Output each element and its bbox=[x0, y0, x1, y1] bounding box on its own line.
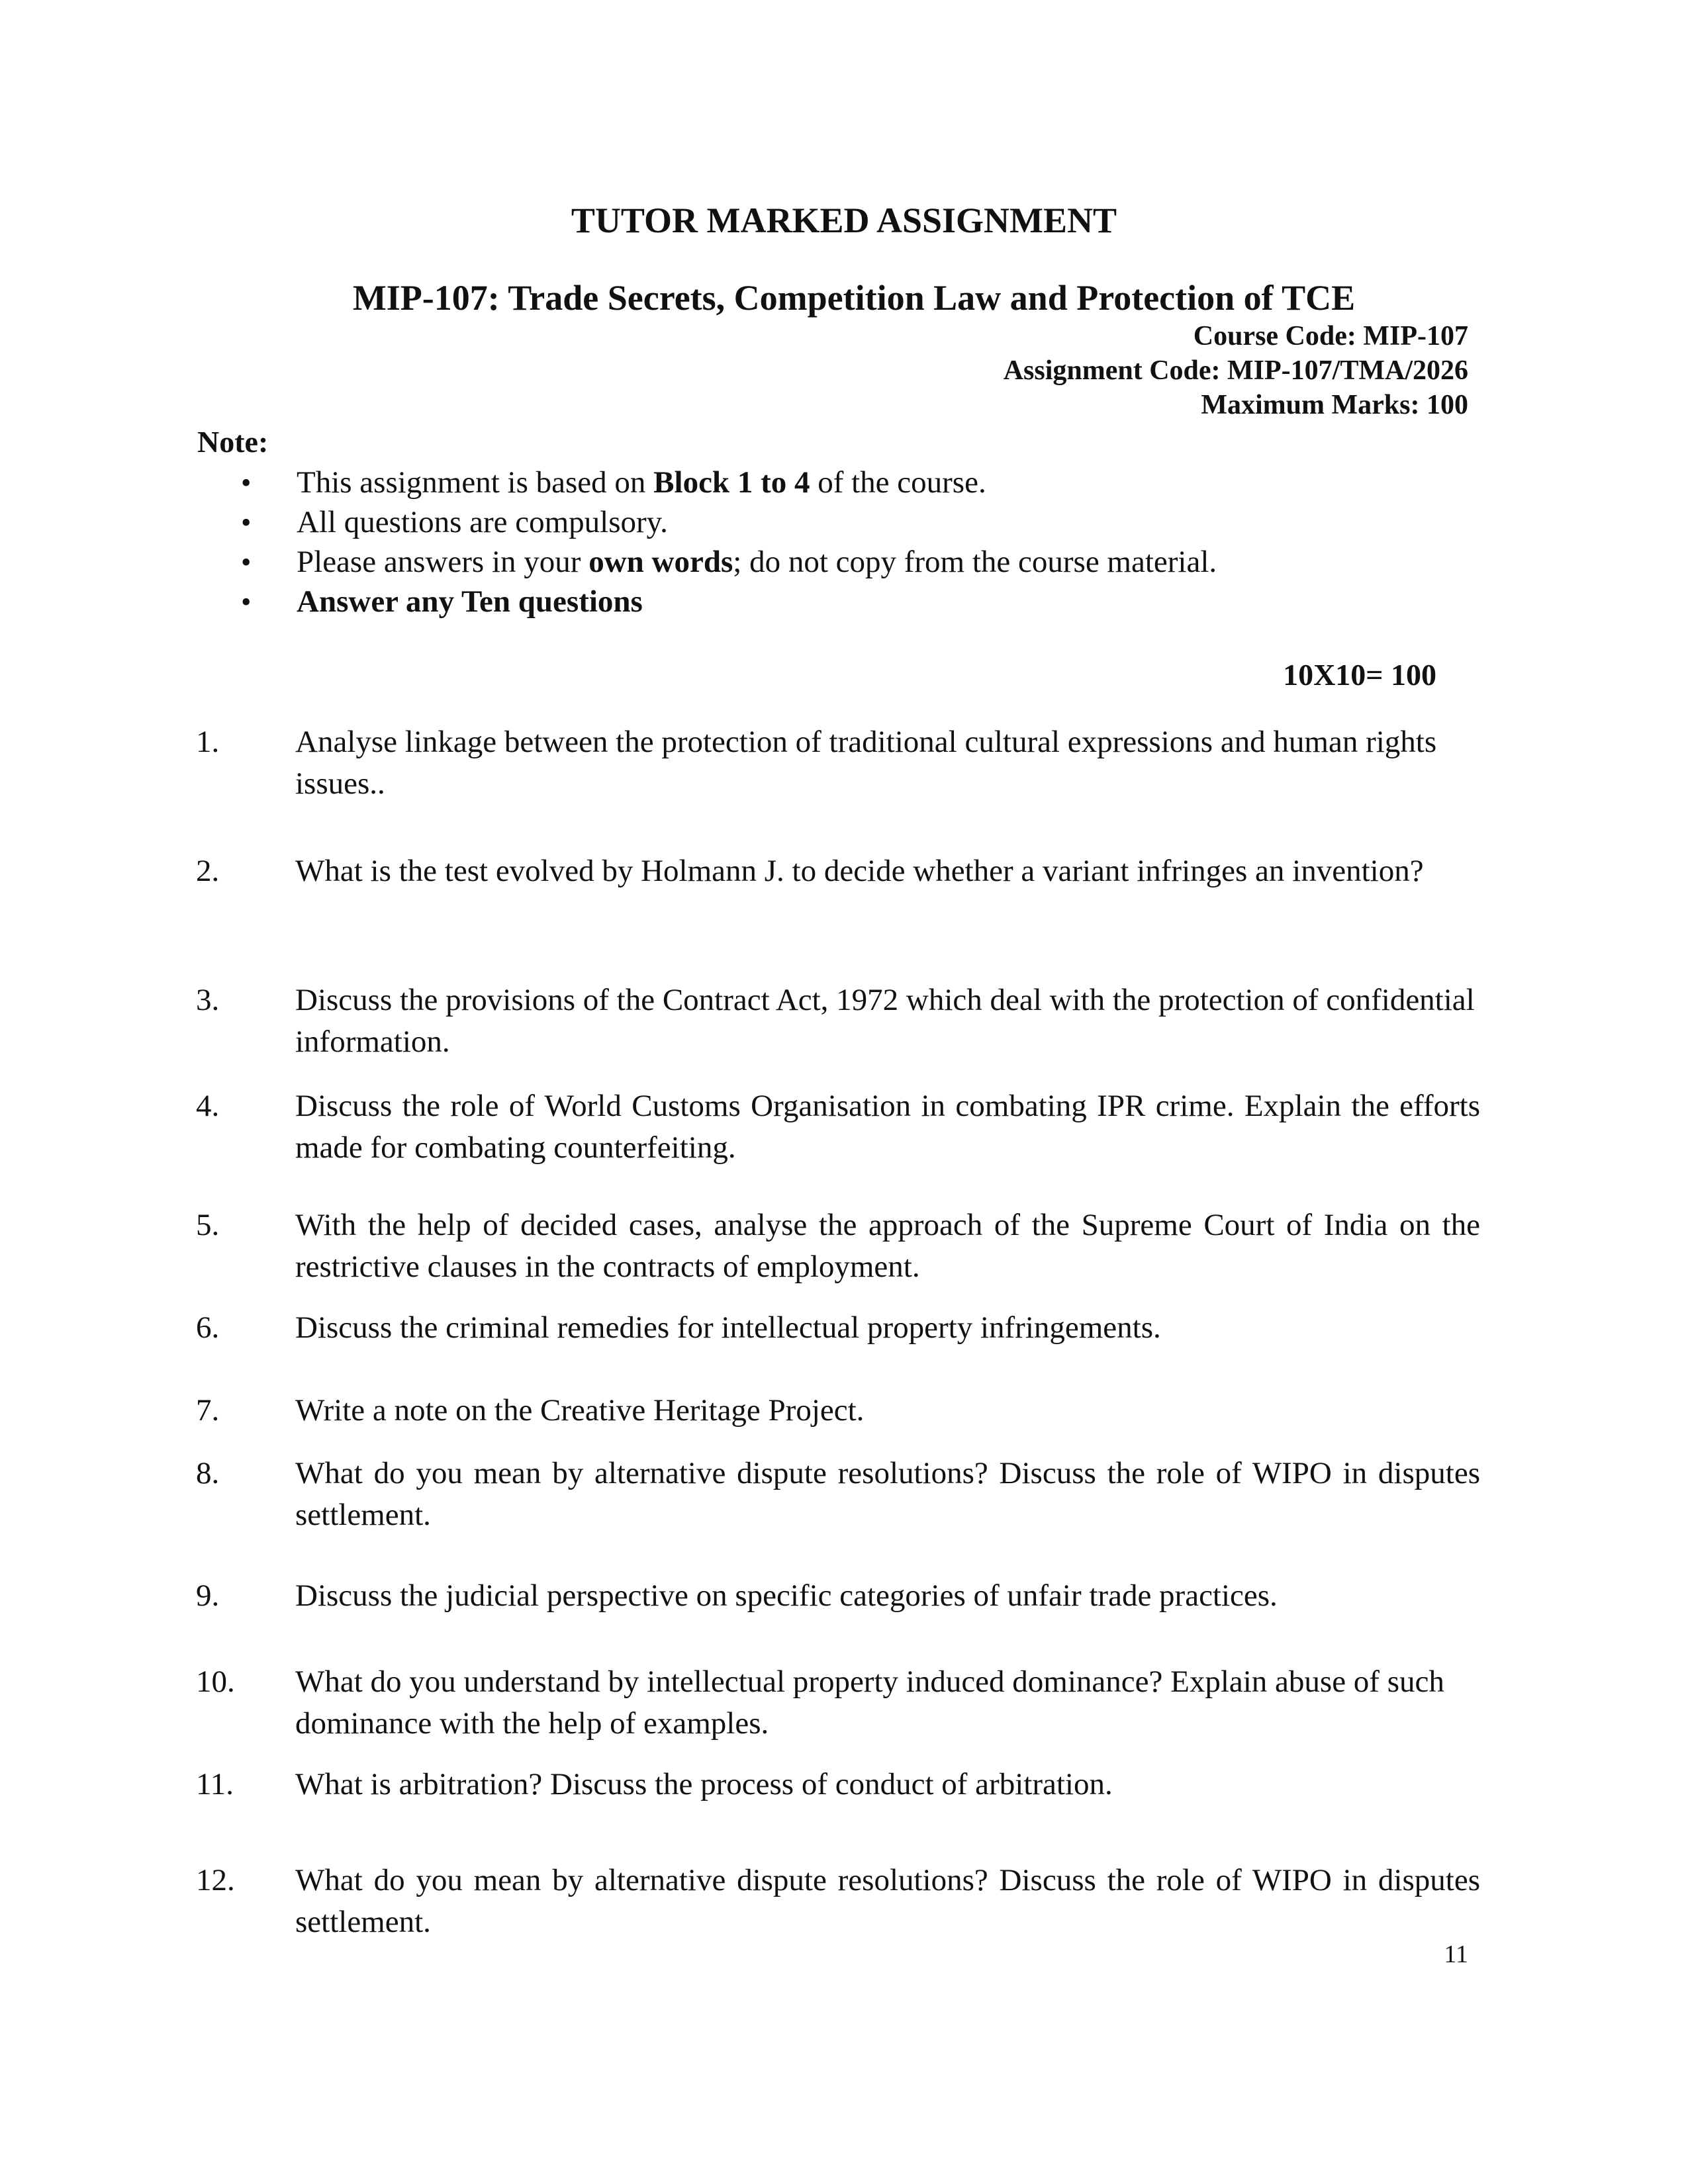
bullet-text-bold: Block 1 to 4 bbox=[653, 465, 810, 500]
marks-scheme: 10X10= 100 bbox=[1283, 658, 1436, 692]
question-text: Discuss the judicial perspective on specific categories of unfair trade practices. bbox=[295, 1578, 1278, 1613]
note-bullet bbox=[241, 503, 668, 542]
note-heading: Note: bbox=[197, 425, 269, 459]
bullet-text: Please answers in your bbox=[297, 545, 589, 579]
bullet-icon: • bbox=[241, 467, 252, 499]
question-text: Discuss the role of World Customs Organisation in combating IPR crime. Explain the efforts made for combating counterfeiting. bbox=[295, 1089, 1480, 1165]
question-number: 2. bbox=[196, 854, 220, 888]
question-number: 1. bbox=[196, 725, 220, 759]
assignment-code: Assignment Code: MIP-107/TMA/2026 bbox=[1003, 355, 1468, 386]
question-text: Analyse linkage between the protection of traditional cultural expressions and human rights issues.. bbox=[295, 725, 1437, 801]
question-number: 5. bbox=[196, 1208, 220, 1242]
bullet-text-bold: Answer any Ten questions bbox=[297, 584, 643, 619]
bullet-text: ; do not copy from the course material. bbox=[733, 545, 1217, 579]
course-code: Course Code: MIP-107 bbox=[1193, 321, 1468, 351]
bullet-text: All questions are compulsory. bbox=[297, 505, 668, 539]
page-number: 11 bbox=[1444, 1940, 1468, 1968]
question-number: 7. bbox=[196, 1393, 220, 1428]
question-number: 6. bbox=[196, 1310, 220, 1345]
note-bullet bbox=[241, 543, 1217, 582]
note-bullet bbox=[241, 582, 643, 621]
maximum-marks: Maximum Marks: 100 bbox=[1201, 390, 1468, 420]
bullet-icon: • bbox=[241, 546, 252, 578]
bullet-icon: • bbox=[241, 586, 252, 618]
question-text: What do you mean by alternative dispute resolutions? Discuss the role of WIPO in disputes settlement. bbox=[295, 1863, 1480, 1939]
bullet-text: of the course. bbox=[810, 465, 986, 500]
bullet-text-bold: own words bbox=[588, 545, 733, 579]
question-number: 12. bbox=[196, 1863, 235, 1897]
question-text: What do you understand by intellectual property induced dominance? Explain abuse of such dominance with the help of examples. bbox=[295, 1664, 1444, 1741]
question-text: Discuss the criminal remedies for intellectual property infringements. bbox=[295, 1310, 1161, 1345]
bullet-text: This assignment is based on bbox=[297, 465, 654, 500]
question-text: What do you mean by alternative dispute resolutions? Discuss the role of WIPO in disputes settlement. bbox=[295, 1456, 1480, 1532]
course-title: MIP-107: Trade Secrets, Competition Law and Protection of TCE bbox=[352, 278, 1356, 318]
question-text: What is the test evolved by Holmann J. to decide whether a variant infringes an invention? bbox=[295, 854, 1424, 888]
question-number: 8. bbox=[196, 1456, 220, 1490]
question-text: With the help of decided cases, analyse the approach of the Supreme Court of India on the restrictive clauses in the contracts of employment. bbox=[295, 1208, 1480, 1284]
note-bullet bbox=[241, 463, 986, 502]
page-title: TUTOR MARKED ASSIGNMENT bbox=[571, 201, 1117, 240]
question-number: 10. bbox=[196, 1664, 235, 1699]
question-text: Discuss the provisions of the Contract Act, 1972 which deal with the protection of confidential information. bbox=[295, 983, 1475, 1059]
question-number: 3. bbox=[196, 983, 220, 1017]
question-text: What is arbitration? Discuss the process of conduct of arbitration. bbox=[295, 1767, 1113, 1801]
question-number: 11. bbox=[196, 1767, 234, 1801]
question-number: 9. bbox=[196, 1578, 220, 1613]
question-text: Write a note on the Creative Heritage Project. bbox=[295, 1393, 865, 1428]
question-number: 4. bbox=[196, 1089, 220, 1123]
bullet-icon: • bbox=[241, 506, 252, 539]
